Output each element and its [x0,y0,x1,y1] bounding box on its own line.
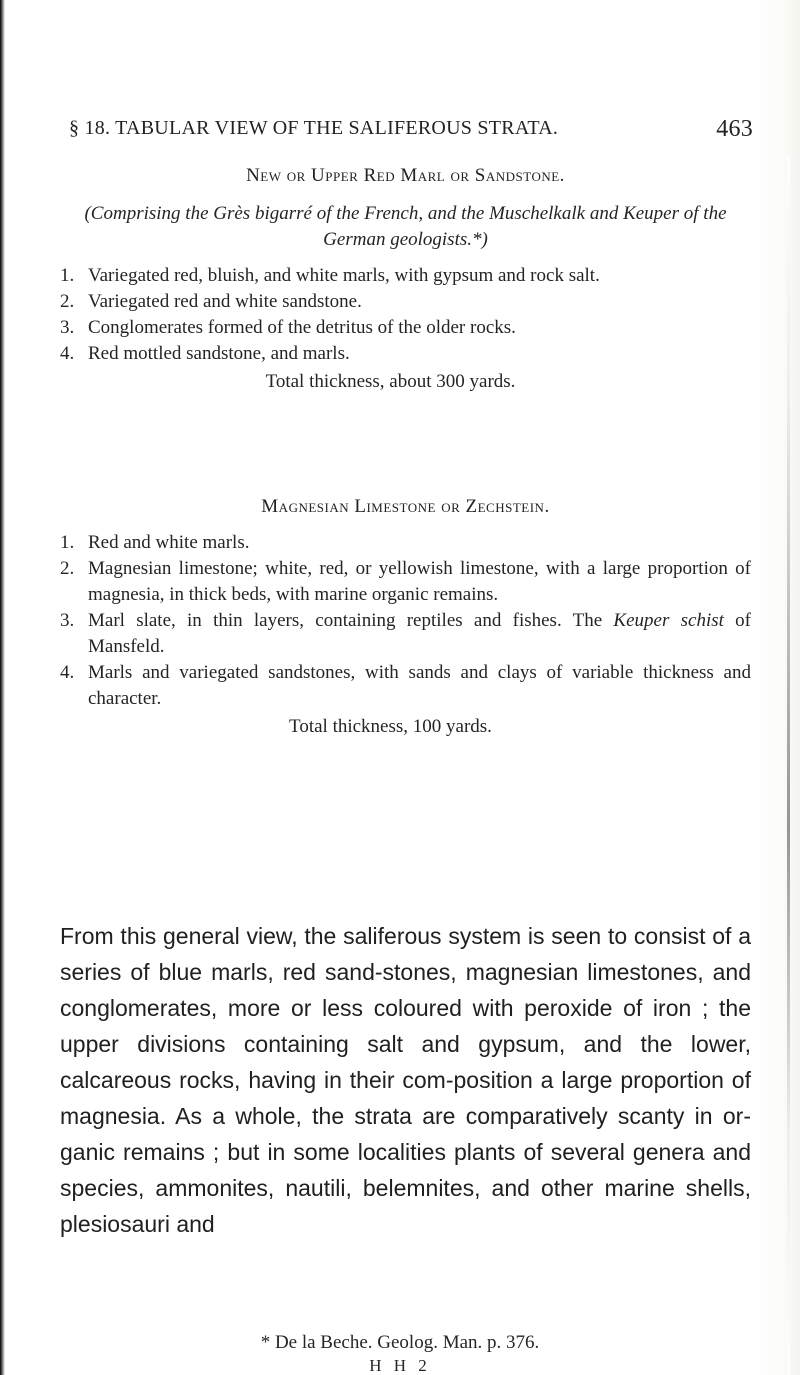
magnesian-list [60,530,751,712]
running-head-title: § 18. TABULAR VIEW OF THE SALIFEROUS STRATA. [69,117,559,139]
item-number: 1. [60,265,75,286]
page-binding-shadow [0,0,5,1375]
item-number: 3. [60,610,75,631]
item-number: 1. [60,532,75,553]
signature-mark: H H 2 [369,1356,431,1375]
page-edge-shadow [787,155,790,1375]
list-item [60,289,751,315]
item-text-start: Marl slate, in thin layers, containing reptiles and fishes. The [88,610,614,631]
list-item [60,315,751,341]
list-item [60,660,751,712]
list-item [60,608,751,660]
new-red-section [60,163,751,395]
item-text: Marls and variegated sandstones, with sands and clays of variable thickness and character. [88,662,751,709]
body-paragraph: From this general view, the saliferous system is seen to consist of a series of blue marls, red sand-stones, magnesian limestones, and conglomerates, more or less coloured with peroxide of iron ; the upper divisions containing salt and gypsum, and the lower, calcareous rocks, having in their com-position a large proportion of magnesia. As a whole, the strata are comparatively scanty in or-ganic remains ; but in some localities plants of several genera and species, ammonites, nautili, belemnites, and other marine shells, plesiosauri and [60,923,751,1237]
item-number: 3. [60,317,75,338]
new-red-note: (Comprising the Grès bigarré of the French, and the Muschelkalk and Keuper of the German geologists.*) [84,203,727,250]
running-head [69,117,753,145]
new-red-heading-wrap [60,163,751,189]
magnesian-section [60,494,751,740]
new-red-total: Total thickness, about 300 yards. [265,371,516,392]
item-number: 2. [60,291,75,312]
magnesian-heading-wrap [60,494,751,520]
item-number: 4. [60,662,75,683]
item-text: Variegated red, bluish, and white marls, with gypsum and rock salt. [88,265,600,286]
item-number: 2. [60,558,75,579]
list-item [60,341,751,367]
item-text: Conglomerates formed of the detritus of the older rocks. [88,317,516,338]
list-item [60,530,751,556]
item-number: 4. [60,343,75,364]
magnesian-heading: Magnesian Limestone or Zechstein. [261,496,550,517]
item-text: Variegated red and white sandstone. [88,291,362,312]
item-text: Magnesian limestone; white, red, or yellowish limestone, with a large proportion of magnesia, in thick beds, with marine organic remains. [88,558,751,605]
list-item [60,263,751,289]
list-item [60,556,751,608]
new-red-list [60,263,751,367]
item-text: Red mottled sandstone, and marls. [88,343,350,364]
page-number: 463 [716,116,753,142]
magnesian-total: Total thickness, 100 yards. [289,716,492,737]
item-text-italic: Keuper schist [613,610,724,631]
item-text-end: of Mansfeld. [88,610,751,657]
footnote: * De la Beche. Geolog. Man. p. 376. [260,1332,540,1353]
new-red-heading: New or Upper Red Marl or Sandstone. [246,165,565,186]
item-text: Red and white marls. [88,532,250,553]
